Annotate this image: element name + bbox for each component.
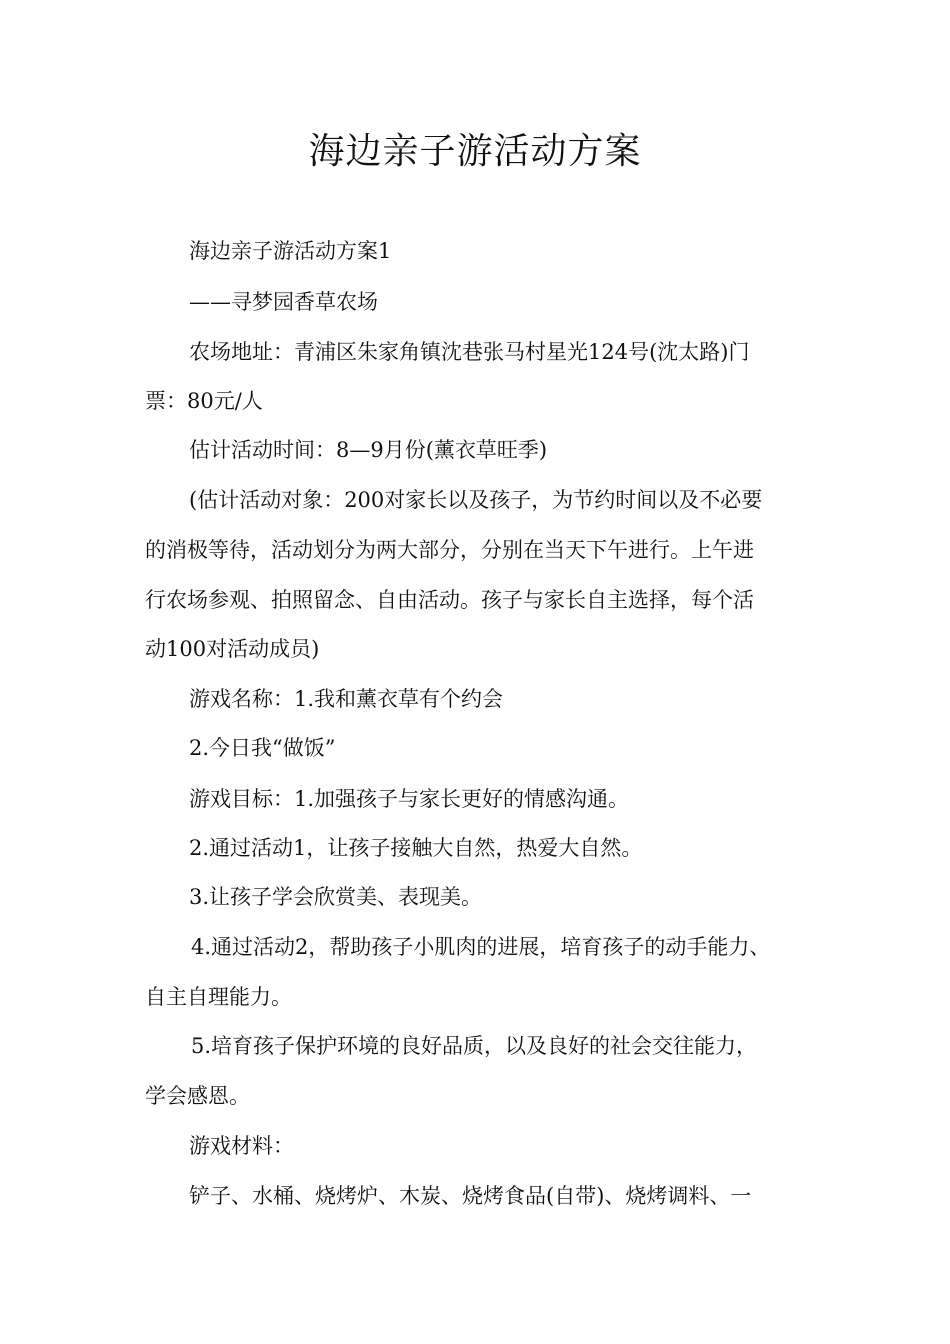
paragraph-line: 动100对活动成员)	[145, 637, 320, 661]
paragraph-line: 游戏材料：	[189, 1134, 294, 1158]
paragraph-line: ——寻梦园香草农场	[189, 290, 378, 314]
paragraph-line: 4.通过活动2，帮助孩子小肌肉的进展，培育孩子的动手能力、	[191, 935, 771, 959]
paragraph-line: 2.今日我“做饭”	[189, 736, 336, 760]
paragraph-line: 游戏目标：1.加强孩子与家长更好的情感沟通。	[189, 787, 630, 811]
paragraph-line: 行农场参观、拍照留念、自由活动。孩子与家长自主选择，每个活	[145, 588, 754, 612]
paragraph-line: (估计活动对象：200对家长以及孩子，为节约时间以及不必要	[189, 488, 763, 512]
paragraph-line: 铲子、水桶、烧烤炉、木炭、烧烤食品(自带)、烧烤调料、一	[189, 1184, 752, 1208]
paragraph-line: 票：80元/人	[145, 389, 263, 413]
paragraph-line: 2.通过活动1，让孩子接触大自然，热爱大自然。	[189, 836, 643, 860]
paragraph-line: 学会感恩。	[145, 1084, 250, 1108]
paragraph-line: 3.让孩子学会欣赏美、表现美。	[189, 885, 483, 909]
document-title: 海边亲子游活动方案	[308, 131, 642, 172]
paragraph-line: 海边亲子游活动方案1	[189, 239, 392, 263]
paragraph-line: 的消极等待，活动划分为两大部分，分别在当天下午进行。上午进	[145, 538, 754, 562]
paragraph-line: 自主自理能力。	[145, 985, 292, 1009]
paragraph-line: 5.培育孩子保护环境的良好品质，以及良好的社会交往能力，	[191, 1034, 758, 1058]
paragraph-line: 游戏名称：1.我和薰衣草有个约会	[189, 687, 504, 711]
paragraph-line: 农场地址：青浦区朱家角镇沈巷张马村星光124号(沈太路)门	[189, 340, 750, 364]
paragraph-line: 估计活动时间：8—9月份(薰衣草旺季)	[189, 438, 548, 462]
